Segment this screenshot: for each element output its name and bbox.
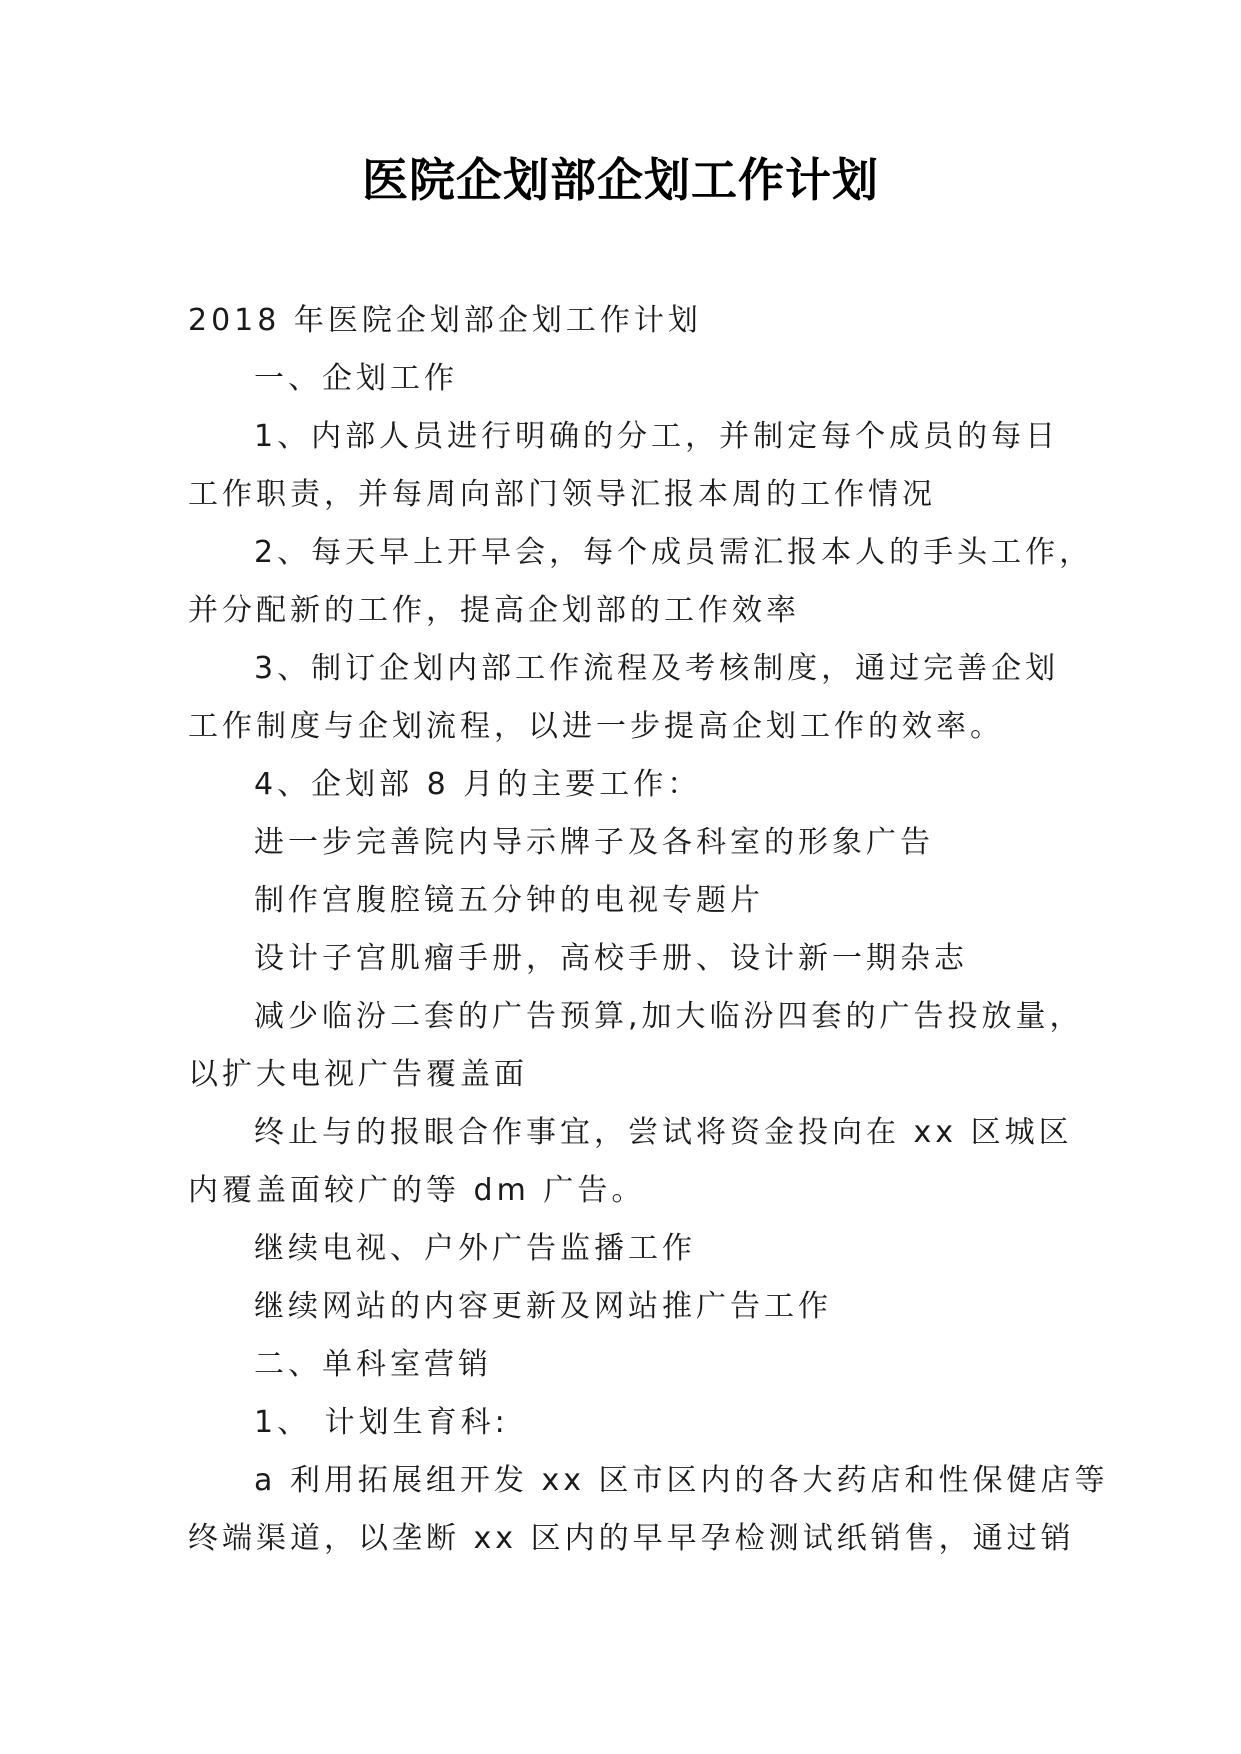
body-line: 继续网站的内容更新及网站推广告工作: [254, 1289, 832, 1324]
body-line: 1、内部人员进行明确的分工，并制定每个成员的每日: [254, 419, 1060, 454]
body-line: 设计子宫肌瘤手册，高校手册、设计新一期杂志: [254, 941, 968, 976]
body-line: 内覆盖面较广的等 dm 广告。: [188, 1173, 646, 1208]
body-line: 1、 计划生育科:: [254, 1405, 509, 1440]
body-line: 以扩大电视广告覆盖面: [188, 1057, 528, 1092]
body-line: 终端渠道，以垄断 xx 区内的早早孕检测试纸销售，通过销: [188, 1521, 1075, 1556]
body-line: 3、制订企划内部工作流程及考核制度，通过完善企划: [254, 651, 1060, 686]
body-line: 工作制度与企划流程，以进一步提高企划工作的效率。: [188, 709, 1004, 744]
body-line: 2018 年医院企划部企划工作计划: [188, 303, 702, 338]
body-line: 进一步完善院内导示牌子及各科室的形象广告: [254, 825, 934, 860]
section-heading: 一、企划工作: [254, 361, 458, 396]
body-line: a 利用拓展组开发 xx 区市区内的各大药店和性保健店等: [254, 1463, 1109, 1498]
document-title: 医院企划部企划工作计划: [362, 153, 879, 207]
body-line: 继续电视、户外广告监播工作: [254, 1231, 696, 1266]
body-line: 工作职责，并每周向部门领导汇报本周的工作情况: [188, 477, 936, 512]
body-line: 终止与的报眼合作事宜，尝试将资金投向在 xx 区城区: [254, 1115, 1073, 1150]
body-line: 4、企划部 8 月的主要工作：: [254, 767, 702, 802]
document-body: [188, 292, 1109, 1568]
body-line: 并分配新的工作，提高企划部的工作效率: [188, 593, 800, 628]
body-line: 2、每天早上开早会，每个成员需汇报本人的手头工作，: [254, 535, 1094, 570]
section-heading: 二、单科室营销: [254, 1347, 492, 1382]
body-line: 制作宫腹腔镜五分钟的电视专题片: [254, 883, 764, 918]
body-line: 减少临汾二套的广告预算,加大临汾四套的广告投放量，: [254, 999, 1084, 1034]
